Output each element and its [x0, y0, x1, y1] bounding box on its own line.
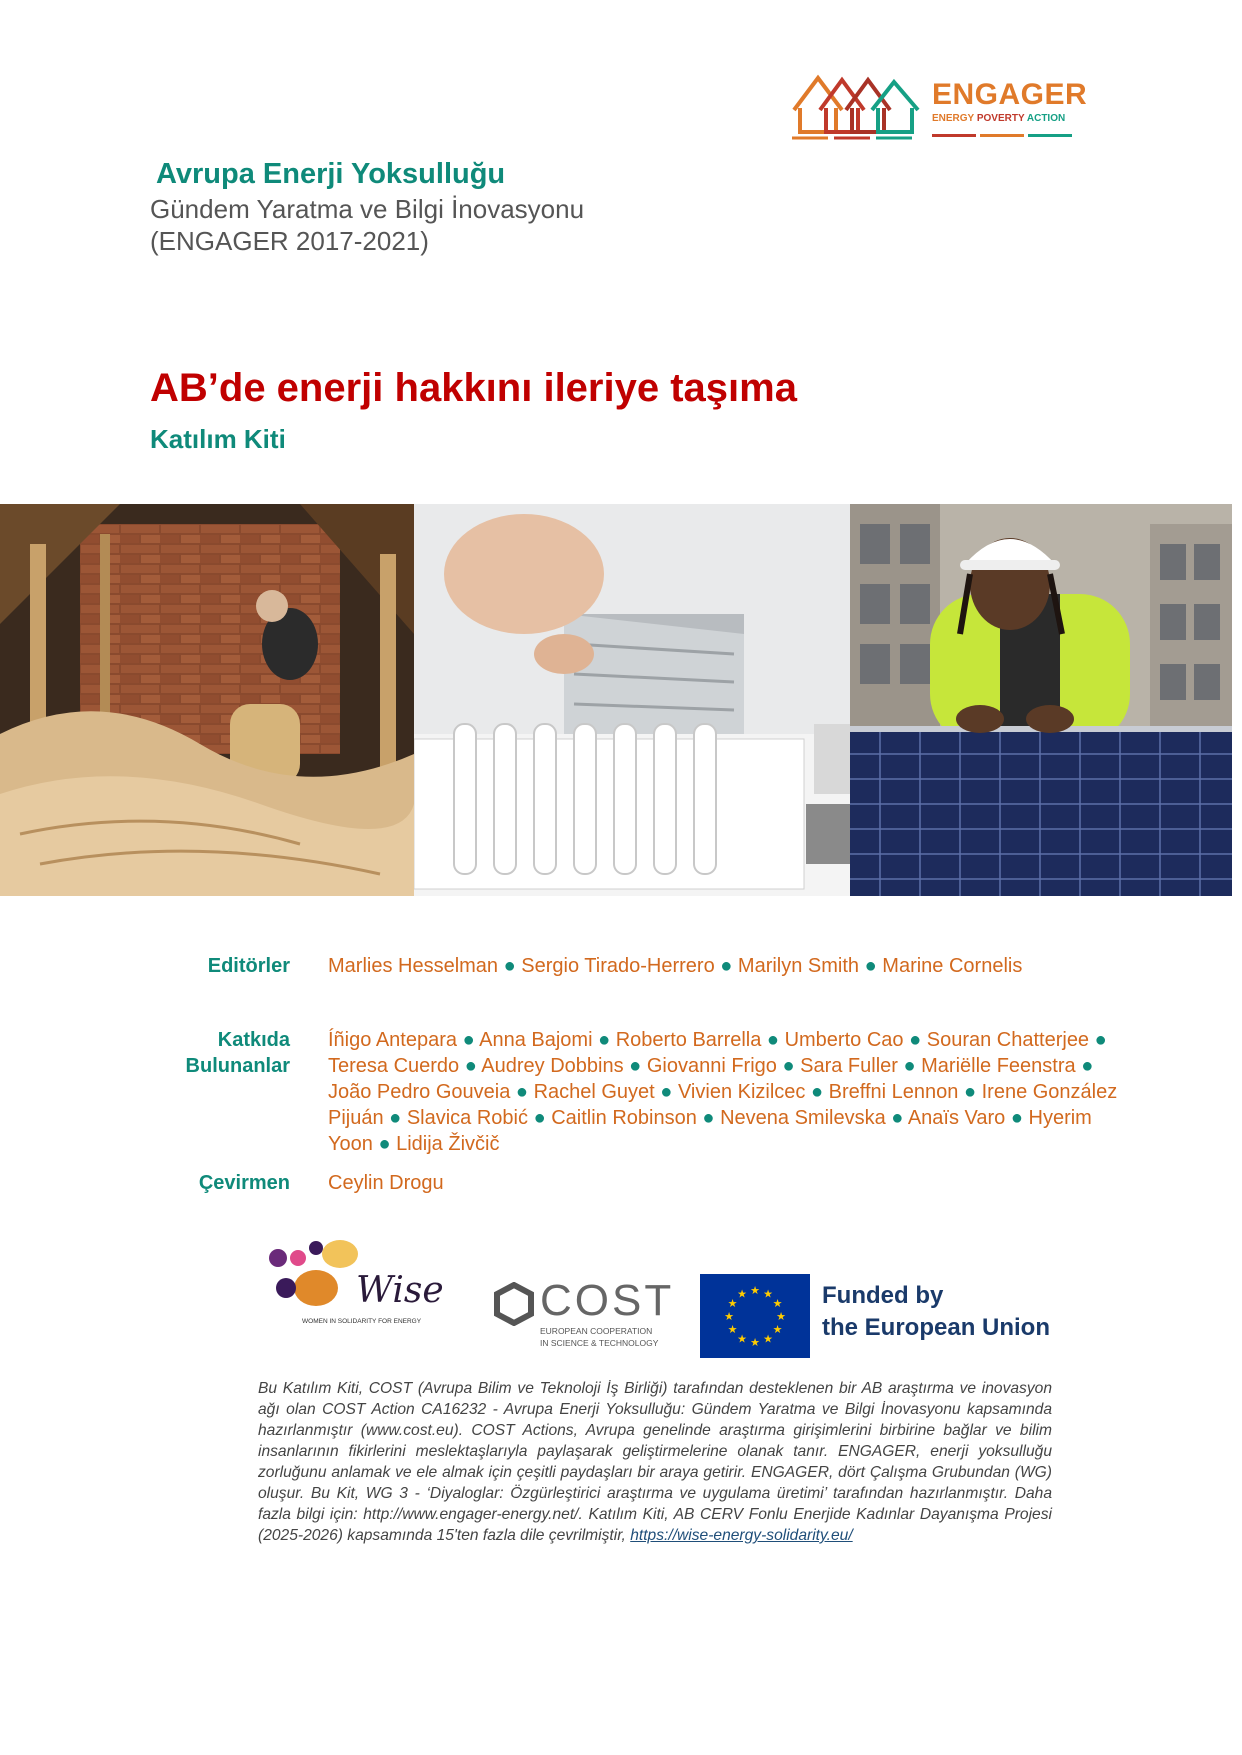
contributor-name: Sara Fuller: [800, 1055, 898, 1077]
cost-tagline-2: IN SCIENCE & TECHNOLOGY: [540, 1338, 659, 1348]
contributors-label-2: Bulunanlar: [185, 1055, 290, 1077]
eu-star-icon: ★: [772, 1298, 783, 1310]
eu-star-icon: ★: [772, 1324, 783, 1336]
contributor-name: Hyerim Yoon: [328, 1107, 1092, 1155]
editors-list: Marlies Hesselman ● Sergio Tirado-Herrero ● Marilyn Smith ● Marine Cornelis: [328, 955, 1023, 977]
engager-brand: ENGAGER: [932, 78, 1088, 111]
eu-funded-line-2: the European Union: [822, 1314, 1050, 1341]
eu-star-icon: ★: [763, 1333, 773, 1346]
editor-name: Sergio Tirado-Herrero: [521, 955, 715, 977]
contributor-name: Teresa Cuerdo: [328, 1055, 460, 1077]
eu-flag-icon: [700, 1274, 810, 1358]
eu-funded-line-1: Funded by: [822, 1282, 944, 1309]
wise-logo: [268, 1236, 458, 1326]
solar-worker-photo: [850, 504, 1232, 896]
contributor-name: Nevena Smilevska: [720, 1107, 886, 1129]
contributor-name: Caitlin Robinson: [551, 1107, 697, 1129]
contributor-name: Anaïs Varo: [907, 1107, 1006, 1129]
contributors-label-1: Katkıda: [217, 1029, 290, 1051]
contributor-name: Irene González Pijuán: [328, 1081, 1118, 1129]
contributor-name: Íñigo Antepara: [328, 1029, 457, 1051]
engager-tagline: ENERGY POVERTY ACTION: [932, 113, 1066, 124]
cost-name: COST: [540, 1276, 675, 1325]
contributor-name: Vivien Kizilcec: [677, 1081, 806, 1103]
contributor-name: Giovanni Frigo: [646, 1055, 777, 1077]
eu-star-icon: ★: [727, 1324, 738, 1336]
contributor-name: Anna Bajomi: [479, 1029, 593, 1051]
cost-hexagon-icon: [492, 1282, 536, 1326]
editor-name: Marlies Hesselman: [328, 955, 499, 977]
cost-logo: [492, 1276, 675, 1348]
cost-tagline-1: EUROPEAN COOPERATION: [540, 1326, 653, 1336]
eu-star-icon: ★: [737, 1333, 747, 1346]
eu-star-icon: ★: [750, 1337, 760, 1349]
wise-tagline: WOMEN IN SOLIDARITY FOR ENERGY: [302, 1318, 422, 1325]
footnote-text: Bu Katılım Kiti, COST (Avrupa Bilim ve Teknoloji İş Birliği) tarafından desteklenen bir AB araştırma ve inovasyon ağı olan COST Action CA16232 - Avrupa Enerji Yoksulluğu: Gündem Yaratma ve Bilgi İnovasyonu kapsamında hazırlanmıştır (www.cost.eu). COST Actions, Avrupa genelinde araştırma girişimlerini birbirine bağlar ve bilim insanlarının fikirlerini meslektaşlarıyla paylaşarak geliştirmelerine olanak tanır. ENGAGER, enerji yoksulluğu zorluğunu anlamak ve ele almak için çeşitli paydaşları bir araya getirir. ENGAGER, dört Çalışma Grubundan (WG) oluşur. Bu Kit, WG 3 - ‘Diyaloglar: Özgürleştirici araştırma ve uygulama üretimi’ tarafından hazırlanmıştır. Daha fazla bilgi için: http://www.engager-energy.net/. Katılım Kiti, AB CERV Fonlu Enerjide Kadınlar Dayanışma Projesi (2025-2026) kapsamında 15'ten fazla dile çevrilmiştir,: [258, 1380, 1052, 1544]
radiator-foil-photo: [414, 504, 850, 896]
project-name: Avrupa Enerji Yoksulluğu: [156, 158, 506, 190]
eu-star-icon: ★: [737, 1288, 747, 1301]
contributor-name: Slavica Robić: [406, 1107, 528, 1129]
eu-star-icon: ★: [724, 1311, 734, 1323]
page-subtitle: Katılım Kiti: [150, 424, 286, 454]
contributor-name: Rachel Guyet: [533, 1081, 655, 1103]
contributor-name: João Pedro Gouveia: [328, 1081, 511, 1103]
contributor-name: Audrey Dobbins: [481, 1055, 624, 1077]
contributor-name: Lidija Živčič: [396, 1133, 500, 1155]
attic-insulation-photo: [0, 504, 414, 896]
page-title: AB’de enerji hakkını ileriye taşıma: [150, 366, 797, 410]
eu-star-icon: ★: [763, 1288, 773, 1301]
contributor-name: Breffni Lennon: [828, 1081, 959, 1103]
footnote: [258, 1378, 1052, 1546]
eu-star-icon: ★: [727, 1298, 738, 1310]
contributor-name: Roberto Barrella: [615, 1029, 762, 1051]
engager-logo: [790, 70, 1088, 140]
editors-label: Editörler: [207, 955, 290, 977]
eu-star-icon: ★: [776, 1311, 786, 1323]
translator-name: Ceylin Drogu: [328, 1172, 444, 1194]
contributors-list: Íñigo Antepara ● Anna Bajomi ● Roberto Barrella ● Umberto Cao ● Souran Chatterjee ● Teresa Cuerdo ● Audrey Dobbins ● Giovanni Frigo ● Sara Fuller ● Mariëlle Feenstra ● João Pedro Gouveia ● Rachel Guyet ● Vivien Kizilcec ● Breffni Lennon ● Irene González Pijuán ● Slavica Robić ● Caitlin Robinson ● Nevena Smilevska ● Anaïs Varo ● Hyerim Yoon ● Lidija Živčič: [328, 1029, 1118, 1155]
wise-website-link[interactable]: https://wise-energy-solidarity.eu/: [630, 1527, 853, 1544]
wise-name: Wise: [356, 1270, 444, 1311]
houses-icon: [790, 70, 930, 140]
engager-underline: [932, 134, 1072, 138]
eu-funding-logo: [700, 1274, 1060, 1358]
translator-label: Çevirmen: [198, 1172, 290, 1194]
project-subtitle: Gündem Yaratma ve Bilgi İnovasyonu: [150, 194, 585, 224]
contributor-name: Souran Chatterjee: [926, 1029, 1090, 1051]
editor-name: Marine Cornelis: [882, 955, 1023, 977]
eu-star-icon: ★: [750, 1285, 760, 1297]
contributor-name: Umberto Cao: [784, 1029, 904, 1051]
project-years: (ENGAGER 2017-2021): [150, 226, 429, 256]
contributor-name: Mariëlle Feenstra: [921, 1055, 1076, 1077]
editor-name: Marilyn Smith: [737, 955, 860, 977]
